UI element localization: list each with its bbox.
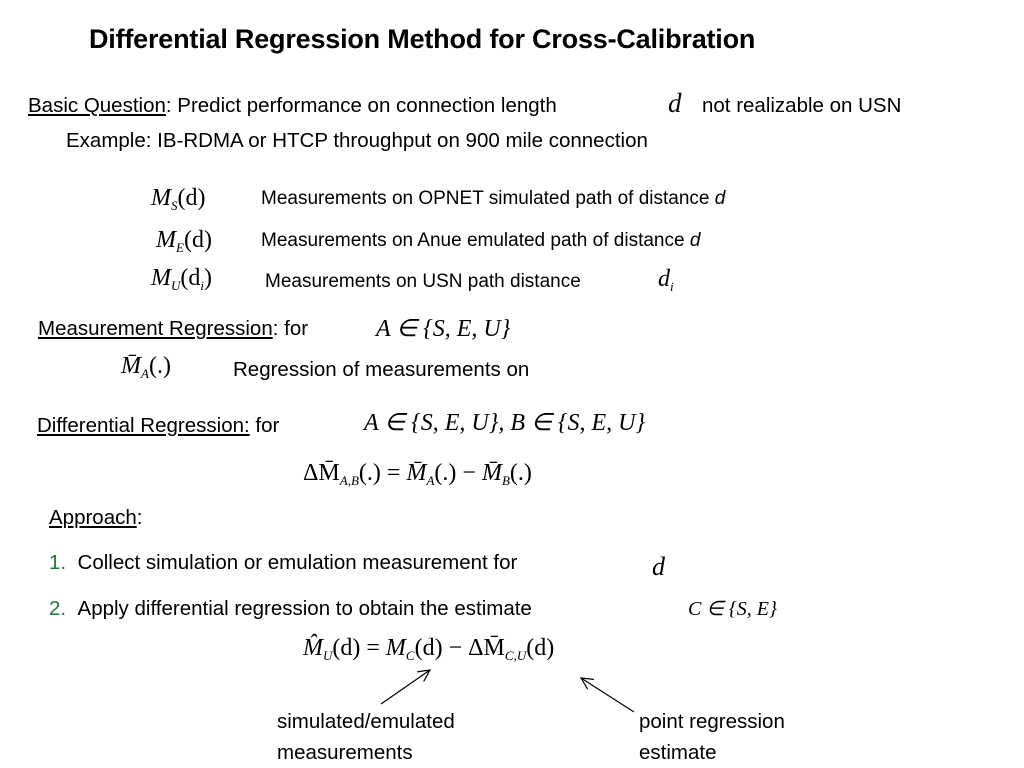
estimate-equation: $M̂_U(d) = M_C(d)$ − $\Delta M̄_{C,U}(d)$ — [303, 635, 555, 663]
regression-symbol: $M̄_A(.)$ — [121, 353, 171, 381]
approach-step-1: 1. Collect simulation or emulation measurement for — [49, 551, 518, 574]
measurement-desc-emu: Measurements on Anue emulated path of distance d — [261, 230, 701, 251]
basic-question-label: Basic Question — [28, 94, 166, 117]
basic-question-text: : Predict performance on connection length — [165, 94, 557, 117]
approach-step-2: 2. Apply differential regression to obtain the estimate — [49, 597, 532, 620]
step-2-set: C ∈ {S, E} — [688, 598, 777, 620]
example-text: Example: IB-RDMA or HTCP throughput on 900 mile connection — [66, 129, 648, 152]
measurement-desc-sim: Measurements on OPNET simulated path of distance d — [261, 188, 726, 209]
length-variable: d — [668, 88, 682, 118]
measurement-formula-usn: $M_U(d_i)$ — [151, 265, 213, 293]
slide-title: Differential Regression Method for Cross-Calibration — [89, 24, 756, 54]
differential-regression-heading: Differential Regression: for — [37, 414, 280, 437]
approach-heading: Approach: — [49, 506, 143, 529]
annotation-point-regression: point regression estimate — [639, 710, 785, 764]
measurement-formula-sim: $M_S(d)$ — [151, 185, 206, 213]
arrow-to-measurement-term — [381, 670, 430, 704]
measurement-formula-emu: $M_E(d)$ — [156, 227, 212, 255]
basic-question-tail: not realizable on USN — [702, 94, 902, 117]
annotation-simulated-emulated: simulated/emulated measurements — [277, 710, 455, 764]
regression-desc: Regression of measurements on — [233, 358, 530, 381]
measurement-desc-usn: Measurements on USN path distance — [265, 271, 581, 292]
differential-regression-equation: $\Delta M̄_{A,B}(.)$ = $M̄_A(.)$ − $M̄_B(.)$ — [303, 460, 532, 488]
usn-distance-variable: $d_i$ — [658, 266, 674, 294]
differential-regression-sets: A ∈ {S, E, U}, B ∈ {S, E, U} — [364, 410, 646, 436]
arrow-to-point-regression-term — [581, 678, 634, 712]
measurement-regression-heading: Measurement Regression: for — [38, 317, 309, 340]
step-1-variable: d — [652, 552, 665, 581]
measurement-regression-set: A ∈ {S, E, U} — [376, 316, 511, 342]
